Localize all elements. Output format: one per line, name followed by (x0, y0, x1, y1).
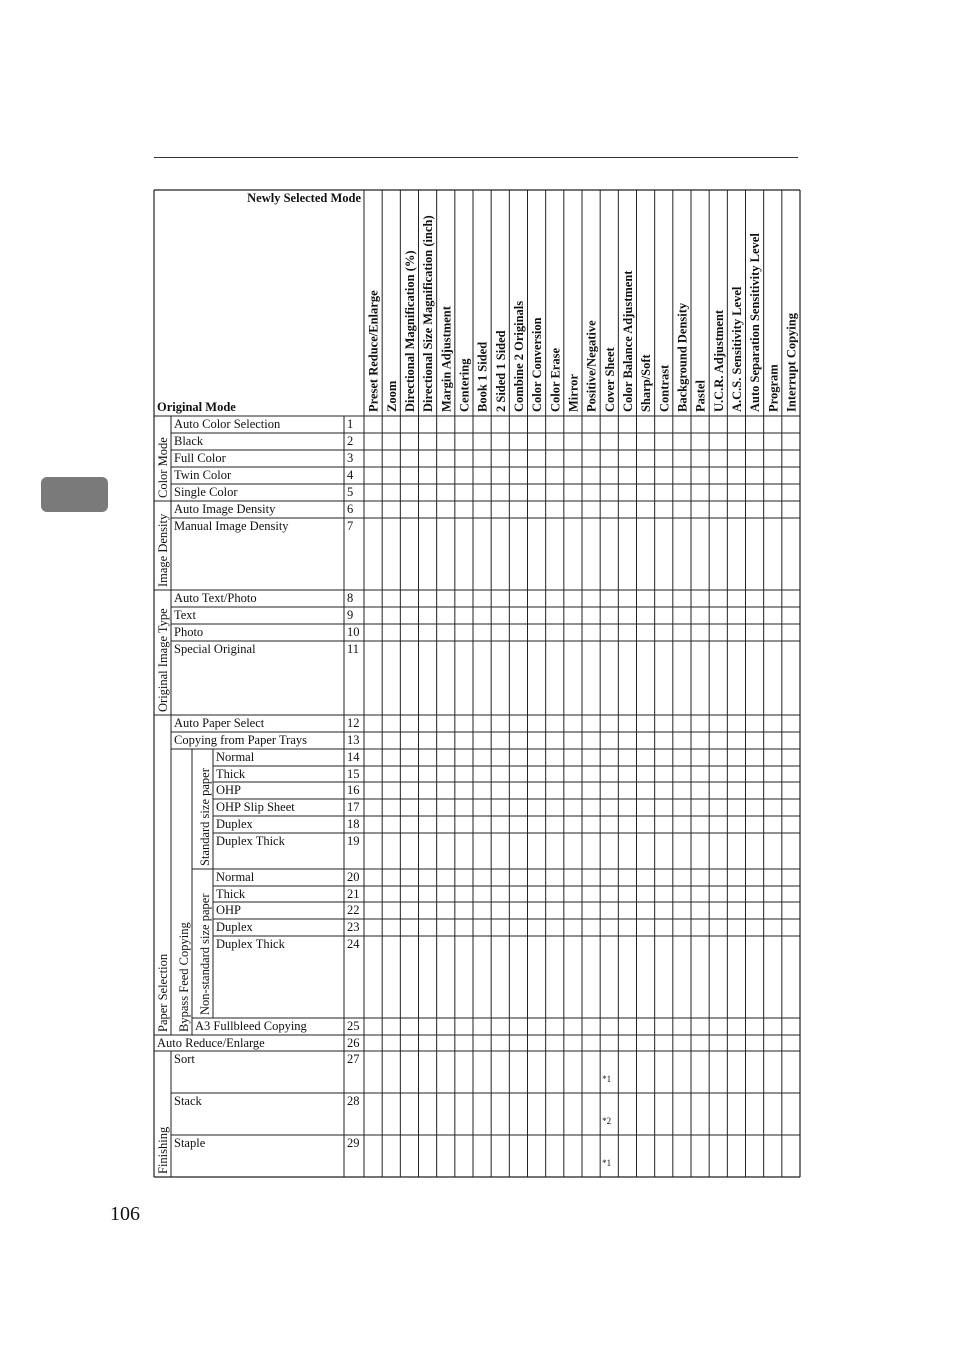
row-label: A3 Fullbleed Copying (195, 1019, 307, 1033)
row-number: 22 (347, 903, 360, 917)
row-label: Twin Color (174, 468, 232, 482)
row-number: 3 (347, 451, 354, 465)
row-number: 21 (347, 887, 360, 901)
column-header: Mirror (566, 374, 581, 412)
page-number: 106 (110, 1203, 140, 1225)
row-number: 15 (347, 767, 360, 781)
row-number: 1 (347, 417, 354, 431)
row-label: Staple (174, 1136, 206, 1150)
column-header: Pastel (693, 380, 708, 412)
row-number: 20 (347, 870, 360, 884)
row-number: 12 (347, 716, 360, 730)
column-header: Sharp/Soft (639, 354, 654, 412)
group-finishing: Finishing (156, 1126, 170, 1174)
row-number: 2 (347, 434, 354, 448)
row-number: 4 (347, 468, 354, 482)
row-number: 8 (347, 591, 354, 605)
column-header: Centering (457, 358, 472, 412)
row-label: Thick (216, 767, 246, 781)
column-header: A.C.S. Sensitivity Level (729, 286, 744, 412)
column-header: Color Erase (548, 348, 563, 412)
row-number: 26 (347, 1036, 360, 1050)
row-number: 24 (347, 937, 360, 951)
row-label: Duplex Thick (216, 834, 285, 848)
row-label: Black (174, 434, 204, 448)
row-number: 29 (347, 1136, 360, 1150)
row-label: Auto Text/Photo (174, 591, 257, 605)
row-label: Thick (216, 887, 246, 901)
row-label: Auto Reduce/Enlarge (157, 1036, 265, 1050)
footnote-mark: *1 (602, 1074, 612, 1084)
row-label: Normal (216, 870, 255, 884)
row-number: 19 (347, 834, 360, 848)
column-header: Program (766, 364, 781, 412)
group-image-density: Image Density (156, 513, 170, 587)
group-paper-selection: Paper Selection (156, 953, 170, 1032)
row-label: Duplex Thick (216, 937, 285, 951)
row-number: 23 (347, 920, 360, 934)
column-header: Interrupt Copying (784, 313, 799, 412)
row-label: Copying from Paper Trays (174, 733, 307, 747)
newly-selected-mode-label: Newly Selected Mode (247, 191, 361, 205)
row-label: Special Original (174, 642, 256, 656)
column-header: Margin Adjustment (439, 306, 454, 412)
row-number: 16 (347, 783, 360, 797)
column-header: U.C.R. Adjustment (711, 309, 726, 412)
row-label: Stack (174, 1094, 202, 1108)
column-header: Color Balance Adjustment (620, 270, 635, 412)
column-header: Directional Magnification (%) (402, 250, 417, 412)
row-label: Auto Image Density (174, 502, 276, 516)
row-number: 10 (347, 625, 360, 639)
row-label: OHP (216, 903, 242, 917)
column-header: Color Conversion (530, 317, 545, 412)
row-label: Text (174, 608, 197, 622)
row-number: 6 (347, 502, 354, 516)
row-number: 18 (347, 817, 360, 831)
row-number: 7 (347, 519, 354, 533)
footnote-mark: *1 (602, 1158, 612, 1168)
footnote-mark: *2 (602, 1116, 612, 1126)
row-label: OHP (216, 783, 242, 797)
column-header: Directional Size Magnification (inch) (421, 215, 436, 412)
row-label: Sort (174, 1052, 195, 1066)
row-label: Duplex (216, 920, 253, 934)
row-label: Full Color (174, 451, 226, 465)
column-header: Cover Sheet (602, 347, 617, 412)
column-header: Zoom (384, 380, 399, 412)
group-standard-size-paper: Standard size paper (198, 768, 212, 866)
column-header: Background Density (675, 302, 690, 412)
row-number: 11 (347, 642, 360, 656)
column-header: Preset Reduce/Enlarge (366, 290, 381, 412)
row-number: 9 (347, 608, 354, 622)
row-label: Auto Paper Select (174, 716, 265, 730)
row-label: Manual Image Density (174, 519, 289, 533)
row-number: 25 (347, 1019, 360, 1033)
column-header: Combine 2 Originals (511, 300, 526, 412)
row-number: 14 (347, 750, 360, 764)
column-header: Book 1 Sided (475, 341, 490, 412)
row-label: Duplex (216, 817, 253, 831)
row-number: 13 (347, 733, 360, 747)
original-mode-label: Original Mode (157, 400, 236, 414)
group-non-standard-size-paper: Non-standard size paper (198, 893, 212, 1015)
row-label: Auto Color Selection (174, 417, 281, 431)
row-label: OHP Slip Sheet (216, 800, 295, 814)
column-header: Auto Separation Sensitivity Level (748, 233, 763, 412)
column-header: Contrast (657, 364, 672, 412)
row-number: 28 (347, 1094, 360, 1108)
row-label: Normal (216, 750, 255, 764)
row-number: 5 (347, 485, 354, 499)
row-label: Single Color (174, 485, 238, 499)
row-number: 27 (347, 1052, 360, 1066)
column-header: Positive/Negative (584, 320, 599, 412)
group-bypass-feed-copying: Bypass Feed Copying (177, 922, 191, 1032)
row-number: 17 (347, 800, 360, 814)
group-original-image-type: Original Image Type (156, 608, 170, 712)
row-label: Photo (174, 625, 204, 639)
column-header: 2 Sided 1 Sided (493, 330, 508, 412)
group-color-mode: Color Mode (156, 437, 170, 498)
